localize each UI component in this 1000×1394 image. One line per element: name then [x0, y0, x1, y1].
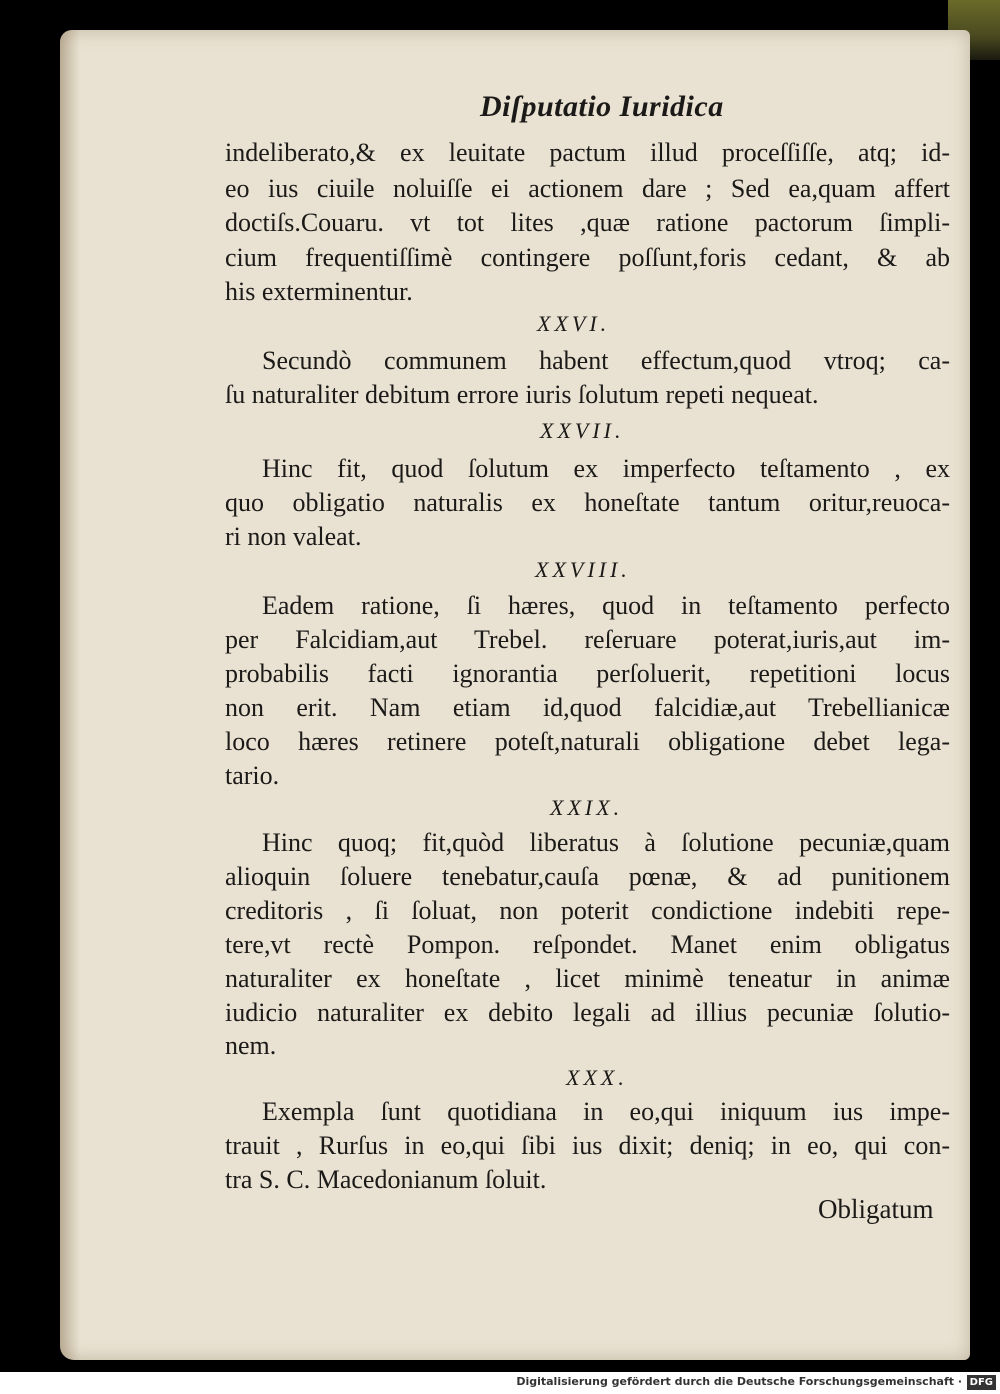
text-line: alioquin ſoluere tenebatur,cauſa pœnæ, & ad punitionem [225, 862, 950, 891]
text-line: Exempla ſunt quotidiana in eo,qui iniquum ius impe- [262, 1097, 950, 1126]
text-line: loco hæres retinere poteſt,naturali obligatione debet lega- [225, 727, 950, 756]
text-line: Hinc fit, quod ſolutum ex imperfecto teſtamento , ex [262, 454, 950, 483]
section-numeral: XXVI. [537, 311, 611, 336]
text-line: per Falcidiam,aut Trebel. reſeruare poterat,iuris,aut im- [225, 625, 950, 654]
text-line: his exterminentur. [225, 277, 413, 306]
text-line: non erit. Nam etiam id,quod falcidiæ,aut Trebellianicæ [225, 693, 950, 722]
text-line: ri non valeat. [225, 522, 362, 551]
text-line: iudicio naturaliter ex debito legali ad illius pecuniæ ſolutio- [225, 998, 950, 1027]
text-line: Secundò communem habent effectum,quod vtroq; ca- [262, 346, 950, 375]
dfg-logo: DFG [967, 1375, 996, 1390]
text-line: tere,vt rectè Pompon. reſpondet. Manet enim obligatus [225, 930, 950, 959]
text-line: cium frequentiſſimè contingere poſſunt,foris cedant, & ab [225, 243, 950, 272]
text-line: eo ius ciuile noluiſſe ei actionem dare ; Sed ea,quam affert [225, 174, 950, 203]
text-line: probabilis facti ignorantia perſoluerit, repetitioni locus [225, 659, 950, 688]
section-numeral: XXIX. [550, 795, 624, 820]
footer-bar [0, 1372, 1000, 1394]
text-line: Hinc quoq; fit,quòd liberatus à ſolutione pecuniæ,quam [262, 828, 950, 857]
section-numeral: XXVII. [540, 418, 625, 443]
text-line: quo obligatio naturalis ex honeſtate tantum oritur,reuoca- [225, 488, 950, 517]
text-line: tra S. C. Macedonianum ſoluit. [225, 1165, 547, 1194]
text-line: nem. [225, 1031, 277, 1060]
text-line: tario. [225, 761, 280, 790]
text-line: creditoris , ſi ſoluat, non poterit condictione indebiti repe- [225, 896, 950, 925]
catchword: Obligatum [818, 1194, 934, 1224]
text-line: trauit , Rurſus in eo,qui ſibi ius dixit; deniq; in eo, qui con- [225, 1131, 950, 1160]
text-line: Eadem ratione, ſi hæres, quod in teſtamento perfecto [262, 591, 950, 620]
text-line: naturaliter ex honeſtate , licet minimè teneatur in animæ [225, 964, 950, 993]
section-numeral: XXVIII. [535, 557, 631, 582]
text-line: doctiſs.Couaru. vt tot lites ,quæ ratione pactorum ſimpli- [225, 208, 950, 237]
text-line: ſu naturaliter debitum errore iuris ſolutum repeti nequeat. [225, 380, 819, 409]
text-line: indeliberato,& ex leuitate pactum illud proceſſiſſe, atq; id- [225, 138, 950, 167]
section-numeral: XXX. [566, 1065, 628, 1090]
running-head: Diſputatio Iuridica [480, 90, 724, 123]
footer-credit: Digitalisierung gefördert durch die Deutsche Forschungsgemeinschaft · [516, 1375, 962, 1388]
